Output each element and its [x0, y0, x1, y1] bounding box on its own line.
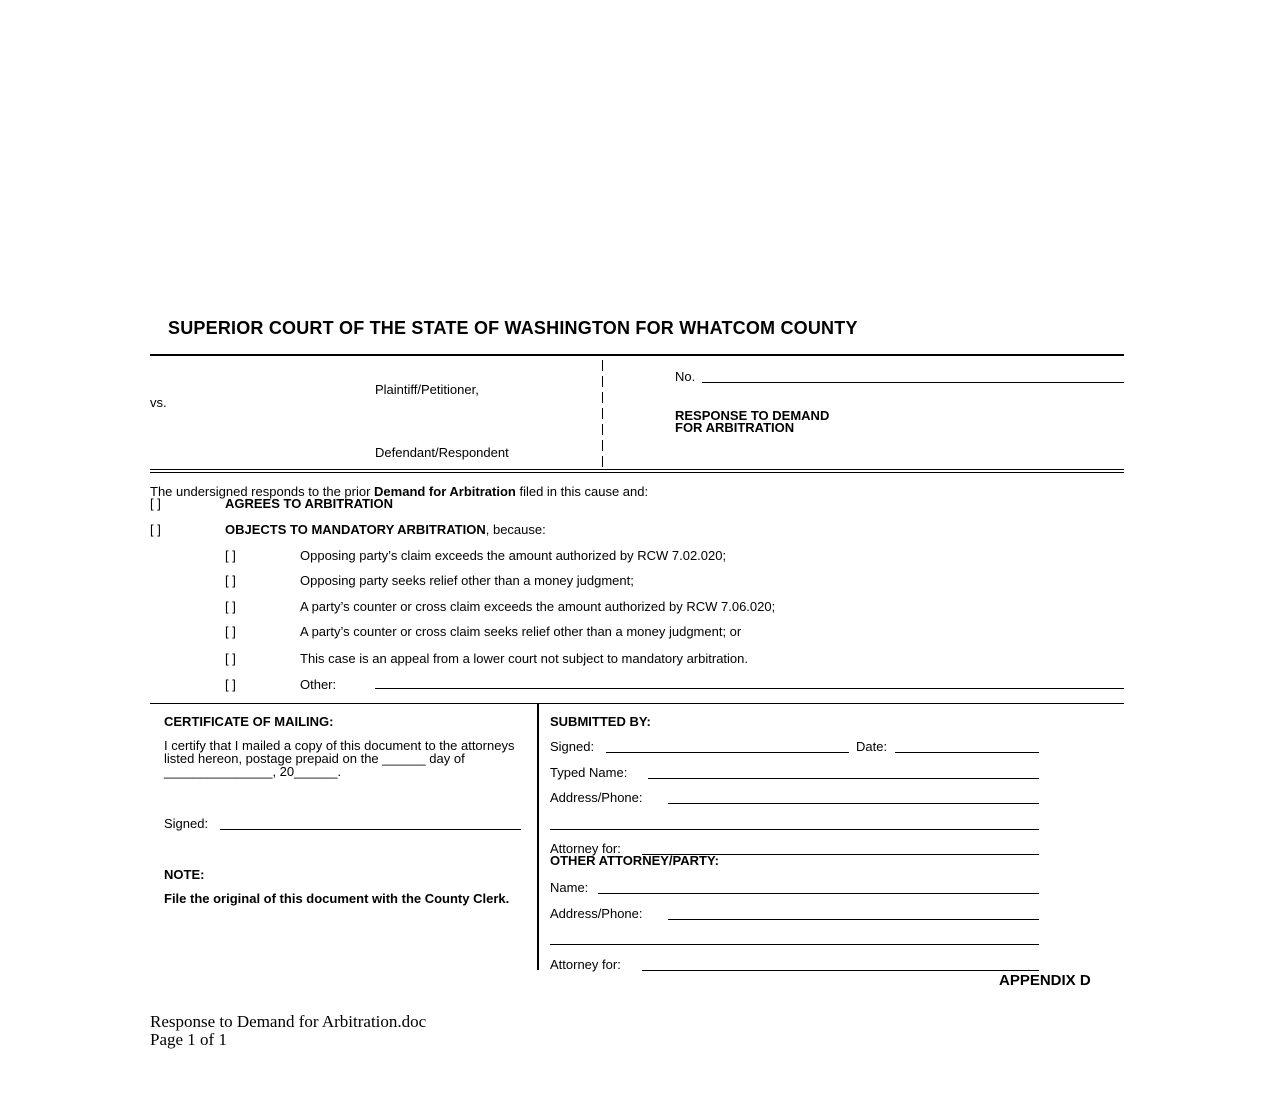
- note-heading: NOTE:: [164, 867, 205, 882]
- caption-separator: [602, 360, 603, 470]
- other-name-label: Name:: [550, 880, 589, 895]
- agrees-checkbox[interactable]: [ ]: [150, 496, 161, 511]
- submitted-signed-label: Signed:: [550, 739, 595, 754]
- certificate-heading: CERTIFICATE OF MAILING:: [164, 714, 334, 729]
- other-address-field[interactable]: [668, 919, 1039, 920]
- certificate-signed-label: Signed:: [164, 816, 209, 831]
- other-address-label: Address/Phone:: [550, 906, 643, 921]
- document-title-line-2: FOR ARBITRATION: [675, 420, 795, 435]
- vs-label: vs.: [150, 395, 167, 410]
- submitted-signature-field[interactable]: [606, 752, 849, 753]
- submitted-address-field[interactable]: [668, 803, 1039, 804]
- reason-text: Opposing party seeks relief other than a money judgment;: [300, 573, 634, 588]
- submitted-address-field-2[interactable]: [550, 829, 1039, 830]
- objects-label: OBJECTS TO MANDATORY ARBITRATION, because:: [225, 522, 546, 537]
- other-attorney-for-label: Attorney for:: [550, 957, 621, 972]
- reason-text: Opposing party’s claim exceeds the amount authorized by RCW 7.02.020;: [300, 548, 727, 563]
- case-number-label: No.: [675, 369, 696, 384]
- column-divider: [537, 704, 539, 970]
- divider: [150, 354, 1124, 356]
- reason-checkbox[interactable]: [ ]: [225, 548, 236, 563]
- divider: [150, 469, 1124, 470]
- submitted-date-label: Date:: [856, 739, 888, 754]
- defendant-label: Defendant/Respondent: [375, 445, 509, 460]
- footer-filename: Response to Demand for Arbitration.doc: [150, 1012, 427, 1031]
- other-reason-field[interactable]: [375, 688, 1124, 689]
- submitted-attorney-for-label: Attorney for:: [550, 841, 621, 856]
- other-address-field-2[interactable]: [550, 944, 1039, 945]
- reason-checkbox[interactable]: [ ]: [225, 651, 236, 666]
- typed-name-label: Typed Name:: [550, 765, 628, 780]
- reason-text: A party’s counter or cross claim exceeds the amount authorized by RCW 7.06.020;: [300, 599, 776, 614]
- note-body: File the original of this document with the County Clerk.: [164, 891, 510, 906]
- plaintiff-label: Plaintiff/Petitioner,: [375, 382, 479, 397]
- submitted-heading: SUBMITTED BY:: [550, 714, 651, 729]
- submitted-date-field[interactable]: [895, 752, 1039, 753]
- divider: [150, 472, 1124, 473]
- response-intro: The undersigned responds to the prior Demand for Arbitration filed in this cause and:: [150, 484, 649, 499]
- reason-checkbox[interactable]: [ ]: [225, 677, 236, 692]
- other-name-field[interactable]: [598, 893, 1039, 894]
- certificate-body: I certify that I mailed a copy of this document to the attorneys listed hereon, postage prepaid on the ______ day of _______________, 20______.: [164, 738, 515, 779]
- objects-checkbox[interactable]: [ ]: [150, 522, 161, 537]
- court-title: SUPERIOR COURT OF THE STATE OF WASHINGTON FOR WHATCOM COUNTY: [168, 318, 858, 338]
- footer-page-number: Page 1 of 1: [150, 1030, 227, 1049]
- submitted-address-label: Address/Phone:: [550, 790, 643, 805]
- reason-checkbox[interactable]: [ ]: [225, 573, 236, 588]
- reason-checkbox[interactable]: [ ]: [225, 624, 236, 639]
- appendix-label: APPENDIX D: [999, 972, 1091, 989]
- other-reason-label: Other:: [300, 677, 337, 692]
- reason-checkbox[interactable]: [ ]: [225, 599, 236, 614]
- divider: [150, 703, 1124, 704]
- reason-text: This case is an appeal from a lower court not subject to mandatory arbitration.: [300, 651, 748, 666]
- certificate-signature-field[interactable]: [220, 829, 521, 830]
- reason-text: A party’s counter or cross claim seeks relief other than a money judgment; or: [300, 624, 742, 639]
- document-title-line-1: RESPONSE TO DEMAND: [675, 408, 830, 423]
- agrees-label: AGREES TO ARBITRATION: [225, 496, 394, 511]
- other-attorney-for-field[interactable]: [642, 970, 1039, 971]
- other-party-heading: OTHER ATTORNEY/PARTY:: [550, 853, 719, 868]
- case-number-field[interactable]: [702, 382, 1124, 383]
- typed-name-field[interactable]: [648, 778, 1039, 779]
